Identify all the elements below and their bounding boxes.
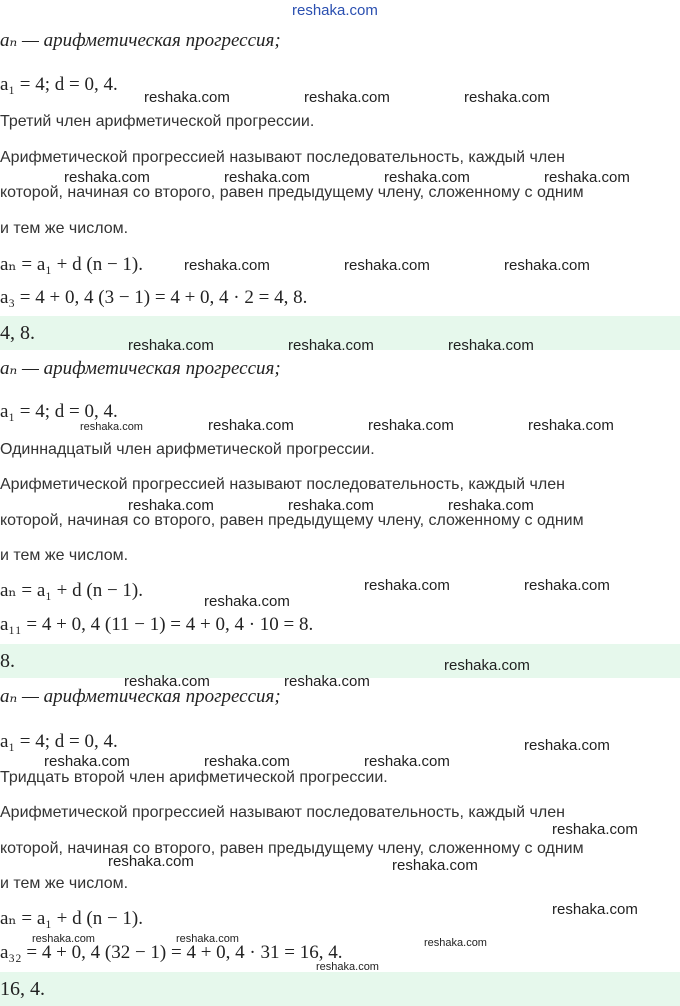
given-values: a₁ = 4; d = 0, 4. bbox=[0, 731, 118, 752]
answer-value: 4, 8. bbox=[0, 322, 35, 344]
definition-line-1: Арифметической прогрессией называют последовательность, каждый член bbox=[0, 149, 565, 166]
watermark: reshaka.com bbox=[204, 753, 290, 770]
watermark: reshaka.com bbox=[224, 169, 310, 186]
answer-value: 8. bbox=[0, 650, 15, 672]
definition-line-1: Арифметической прогрессией называют последовательность, каждый член bbox=[0, 476, 565, 493]
watermark: reshaka.com bbox=[128, 337, 214, 354]
watermark: reshaka.com bbox=[464, 89, 550, 106]
watermark: reshaka.com bbox=[344, 257, 430, 274]
task-statement: Третий член арифметической прогрессии. bbox=[0, 113, 315, 130]
general-formula: aₙ = a₁ + d (n − 1). bbox=[0, 908, 144, 929]
definition-line-2: которой, начиная со второго, равен предыдущему члену, сложенному с одним bbox=[0, 512, 584, 529]
watermark: reshaka.com bbox=[444, 657, 530, 674]
task-statement: Одиннадцатый член арифметической прогрессии. bbox=[0, 441, 375, 458]
given-sequence: aₙ — арифметическая прогрессия; bbox=[0, 358, 281, 379]
watermark: reshaka.com bbox=[524, 737, 610, 754]
watermark: reshaka.com bbox=[448, 337, 534, 354]
given-sequence: aₙ — арифметическая прогрессия; bbox=[0, 686, 281, 707]
answer-box bbox=[0, 972, 680, 1006]
watermark: reshaka.com bbox=[552, 901, 638, 918]
watermark: reshaka.com bbox=[64, 169, 150, 186]
watermark: reshaka.com bbox=[504, 257, 590, 274]
watermark: reshaka.com bbox=[364, 753, 450, 770]
watermark: reshaka.com bbox=[144, 89, 230, 106]
definition-line-2: которой, начиная со второго, равен предыдущему члену, сложенному с одним bbox=[0, 840, 584, 857]
task-statement: Тридцать второй член арифметической прогрессии. bbox=[0, 769, 388, 786]
watermark: reshaka.com bbox=[288, 337, 374, 354]
definition-line-1: Арифметической прогрессией называют последовательность, каждый член bbox=[0, 804, 565, 821]
watermark: reshaka.com bbox=[184, 257, 270, 274]
watermark: reshaka.com bbox=[424, 937, 487, 949]
watermark: reshaka.com bbox=[364, 577, 450, 594]
calculation: a₃₂ = 4 + 0, 4 (32 − 1) = 4 + 0, 4 · 31 = 16, 4. bbox=[0, 942, 343, 963]
calculation: a₁₁ = 4 + 0, 4 (11 − 1) = 4 + 0, 4 · 10 = 8. bbox=[0, 614, 314, 635]
watermark: reshaka.com bbox=[284, 673, 370, 690]
watermark: reshaka.com bbox=[316, 961, 379, 973]
watermark: reshaka.com bbox=[128, 497, 214, 514]
watermark: reshaka.com bbox=[528, 417, 614, 434]
watermark: reshaka.com bbox=[124, 673, 210, 690]
definition-line-3: и тем же числом. bbox=[0, 547, 129, 564]
watermark: reshaka.com bbox=[392, 857, 478, 874]
watermark: reshaka.com bbox=[208, 417, 294, 434]
answer-value: 16, 4. bbox=[0, 978, 45, 1000]
given-values: a₁ = 4; d = 0, 4. bbox=[0, 74, 118, 95]
watermark: reshaka.com bbox=[384, 169, 470, 186]
watermark: reshaka.com bbox=[524, 577, 610, 594]
watermark: reshaka.com bbox=[44, 753, 130, 770]
general-formula: aₙ = a₁ + d (n − 1). bbox=[0, 254, 144, 275]
calculation: a₃ = 4 + 0, 4 (3 − 1) = 4 + 0, 4 · 2 = 4, 8. bbox=[0, 287, 308, 308]
definition-line-3: и тем же числом. bbox=[0, 220, 129, 237]
site-link[interactable]: reshaka.com bbox=[292, 2, 378, 19]
definition-line-2: которой, начиная со второго, равен предыдущему члену, сложенному с одним bbox=[0, 184, 584, 201]
watermark: reshaka.com bbox=[552, 821, 638, 838]
watermark: reshaka.com bbox=[288, 497, 374, 514]
watermark: reshaka.com bbox=[204, 593, 290, 610]
given-sequence: aₙ — арифметическая прогрессия; bbox=[0, 30, 281, 51]
definition-line-3: и тем же числом. bbox=[0, 875, 129, 892]
watermark: reshaka.com bbox=[304, 89, 390, 106]
given-values: a₁ = 4; d = 0, 4. bbox=[0, 401, 118, 422]
watermark: reshaka.com bbox=[448, 497, 534, 514]
watermark: reshaka.com bbox=[544, 169, 630, 186]
general-formula: aₙ = a₁ + d (n − 1). bbox=[0, 580, 144, 601]
watermark: reshaka.com bbox=[80, 421, 143, 433]
watermark: reshaka.com bbox=[176, 933, 239, 945]
watermark: reshaka.com bbox=[368, 417, 454, 434]
watermark: reshaka.com bbox=[32, 933, 95, 945]
watermark: reshaka.com bbox=[108, 853, 194, 870]
